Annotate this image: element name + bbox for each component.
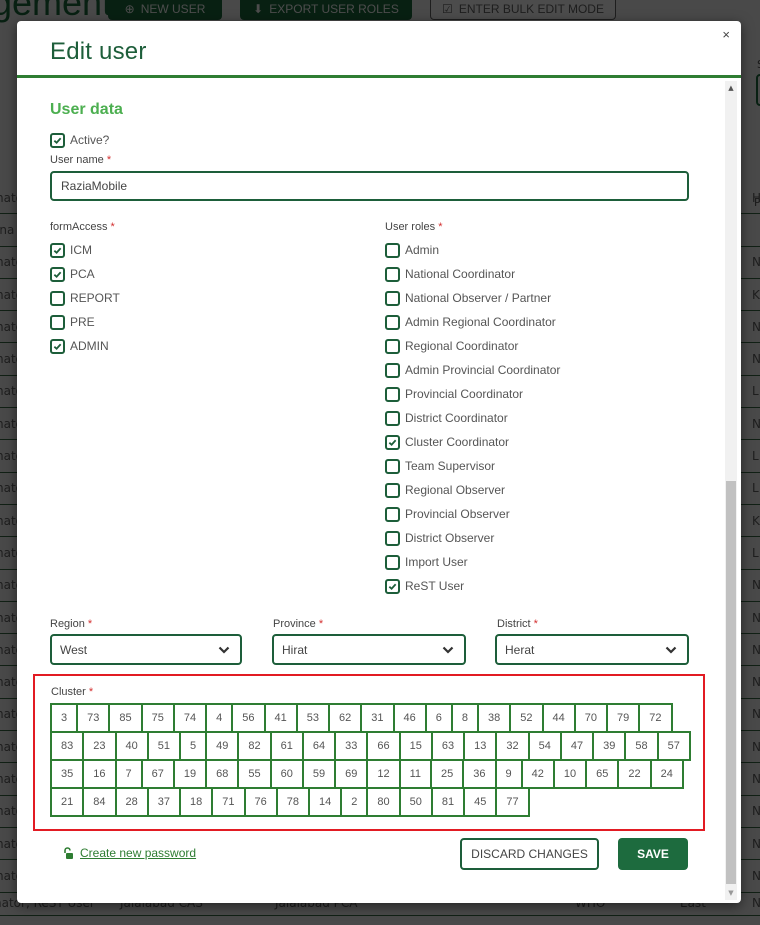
- cluster-chip[interactable]: 16: [82, 759, 116, 789]
- chevron-down-icon: [665, 645, 677, 655]
- scroll-down-arrow-icon[interactable]: ▼: [728, 889, 734, 897]
- cluster-chip[interactable]: 45: [463, 787, 497, 817]
- cluster-chip[interactable]: 6: [425, 703, 453, 733]
- username-label: User name *: [50, 154, 112, 166]
- checkbox-checked-icon[interactable]: [50, 133, 65, 148]
- checkbox-provincial-observer[interactable]: Provincial Observer: [385, 505, 510, 523]
- cluster-chip[interactable]: 57: [657, 731, 691, 761]
- cluster-chip[interactable]: 80: [366, 787, 400, 817]
- cluster-chip[interactable]: 32: [495, 731, 529, 761]
- cluster-chip[interactable]: 59: [302, 759, 336, 789]
- checkbox-pre[interactable]: PRE: [50, 313, 95, 331]
- checkbox-rest-user[interactable]: ReST User: [385, 577, 464, 595]
- cluster-chip[interactable]: 70: [574, 703, 608, 733]
- checkbox-checked-icon[interactable]: [50, 267, 65, 282]
- cluster-chip[interactable]: 76: [244, 787, 278, 817]
- cluster-chip[interactable]: 22: [617, 759, 651, 789]
- checkbox-admin[interactable]: ADMIN: [50, 337, 109, 355]
- modal-title: Edit user: [50, 38, 147, 65]
- checkbox-admin[interactable]: Admin: [385, 241, 439, 259]
- close-button[interactable]: ×: [722, 27, 730, 42]
- cluster-chip[interactable]: 25: [430, 759, 464, 789]
- checkbox-unchecked-icon[interactable]: [385, 243, 400, 258]
- checkbox-checked-icon[interactable]: [385, 579, 400, 594]
- checkbox-import-user[interactable]: Import User: [385, 553, 468, 571]
- checkbox-checked-icon[interactable]: [385, 435, 400, 450]
- checkbox-unchecked-icon[interactable]: [385, 387, 400, 402]
- cluster-label: Cluster *: [51, 686, 94, 698]
- cluster-chip[interactable]: 64: [302, 731, 336, 761]
- checkbox-unchecked-icon[interactable]: [385, 339, 400, 354]
- cluster-chip[interactable]: 51: [147, 731, 181, 761]
- user-roles-label: User roles *: [385, 221, 443, 233]
- checkbox-district-coordinator[interactable]: District Coordinator: [385, 409, 508, 427]
- cluster-chip[interactable]: 81: [431, 787, 465, 817]
- cluster-chip[interactable]: 78: [276, 787, 310, 817]
- cluster-chip[interactable]: 10: [553, 759, 587, 789]
- province-select[interactable]: Hirat: [272, 634, 466, 665]
- cluster-chip[interactable]: 8: [451, 703, 479, 733]
- checkbox-regional-observer[interactable]: Regional Observer: [385, 481, 505, 499]
- checkbox-admin-provincial-coordinator[interactable]: Admin Provincial Coordinator: [385, 361, 560, 379]
- cluster-chip[interactable]: 62: [328, 703, 362, 733]
- cluster-chip[interactable]: 23: [82, 731, 116, 761]
- edit-user-modal: [17, 21, 741, 903]
- cluster-chip[interactable]: 37: [147, 787, 181, 817]
- chevron-down-icon: [218, 645, 230, 655]
- modal-header: [17, 21, 741, 78]
- checkbox-unchecked-icon[interactable]: [385, 483, 400, 498]
- cluster-chip[interactable]: 53: [296, 703, 330, 733]
- cluster-chip[interactable]: 61: [270, 731, 304, 761]
- section-title-user-data: User data: [50, 101, 123, 118]
- province-label: Province *: [273, 618, 324, 630]
- cluster-chip[interactable]: 46: [393, 703, 427, 733]
- checkbox-checked-icon[interactable]: [50, 243, 65, 258]
- cluster-chip[interactable]: 47: [560, 731, 594, 761]
- checkbox-unchecked-icon[interactable]: [50, 291, 65, 306]
- checkbox-unchecked-icon[interactable]: [385, 507, 400, 522]
- checkbox-unchecked-icon[interactable]: [385, 411, 400, 426]
- cluster-chip[interactable]: 71: [211, 787, 245, 817]
- cluster-chip[interactable]: 24: [650, 759, 684, 789]
- cluster-chip[interactable]: 18: [179, 787, 213, 817]
- cluster-chip[interactable]: 79: [606, 703, 640, 733]
- cluster-chip[interactable]: 69: [334, 759, 368, 789]
- cluster-chip[interactable]: 19: [173, 759, 207, 789]
- cluster-chip[interactable]: 85: [108, 703, 142, 733]
- checkbox-regional-coordinator[interactable]: Regional Coordinator: [385, 337, 518, 355]
- cluster-chip[interactable]: 4: [205, 703, 233, 733]
- cluster-chip[interactable]: 77: [495, 787, 529, 817]
- cluster-chip[interactable]: 9: [495, 759, 523, 789]
- unlock-icon: [62, 847, 74, 860]
- discard-changes-button[interactable]: DISCARD CHANGES: [460, 838, 599, 870]
- cluster-chip[interactable]: 50: [399, 787, 433, 817]
- cluster-chip[interactable]: 38: [477, 703, 511, 733]
- cluster-chip[interactable]: 11: [399, 759, 432, 789]
- checkbox-pca[interactable]: PCA: [50, 265, 95, 283]
- scroll-thumb[interactable]: [726, 481, 736, 884]
- cluster-chip[interactable]: 68: [205, 759, 239, 789]
- checkbox-unchecked-icon[interactable]: [385, 531, 400, 546]
- cluster-chip[interactable]: 14: [308, 787, 342, 817]
- cluster-chip[interactable]: 75: [141, 703, 175, 733]
- checkbox-national-observer-partner[interactable]: National Observer / Partner: [385, 289, 551, 307]
- checkbox-unchecked-icon[interactable]: [385, 315, 400, 330]
- chevron-down-icon: [442, 645, 454, 655]
- checkbox-unchecked-icon[interactable]: [385, 459, 400, 474]
- checkbox-unchecked-icon[interactable]: [385, 291, 400, 306]
- cluster-chip[interactable]: 13: [463, 731, 497, 761]
- cluster-field-highlight: [33, 674, 705, 831]
- cluster-chip[interactable]: 52: [509, 703, 543, 733]
- cluster-chip[interactable]: 2: [340, 787, 368, 817]
- checkbox-provincial-coordinator[interactable]: Provincial Coordinator: [385, 385, 523, 403]
- save-button[interactable]: SAVE: [618, 838, 688, 870]
- checkbox-unchecked-icon[interactable]: [385, 555, 400, 570]
- checkbox-admin-regional-coordinator[interactable]: Admin Regional Coordinator: [385, 313, 556, 331]
- cluster-chip[interactable]: 15: [399, 731, 433, 761]
- cluster-chip[interactable]: 12: [366, 759, 400, 789]
- cluster-chip[interactable]: 31: [360, 703, 394, 733]
- cluster-chip-list: [50, 703, 690, 815]
- cluster-chip[interactable]: 66: [366, 731, 400, 761]
- scrollbar[interactable]: [725, 81, 737, 900]
- create-password-link[interactable]: Create new password: [62, 846, 196, 860]
- cluster-chip[interactable]: 65: [585, 759, 619, 789]
- cluster-chip[interactable]: 42: [521, 759, 555, 789]
- cluster-chip[interactable]: 28: [115, 787, 149, 817]
- cluster-chip[interactable]: 74: [173, 703, 207, 733]
- district-label: District *: [497, 618, 538, 630]
- cluster-chip[interactable]: 36: [462, 759, 496, 789]
- cluster-chip[interactable]: 40: [115, 731, 149, 761]
- checkbox-unchecked-icon[interactable]: [385, 267, 400, 282]
- checkbox-icm[interactable]: ICM: [50, 241, 92, 259]
- cluster-chip[interactable]: 3: [50, 703, 78, 733]
- checkbox-unchecked-icon[interactable]: [50, 315, 65, 330]
- cluster-chip[interactable]: 72: [638, 703, 672, 733]
- cluster-chip[interactable]: 41: [264, 703, 298, 733]
- district-select[interactable]: Herat: [495, 634, 689, 665]
- cluster-chip[interactable]: 63: [431, 731, 465, 761]
- region-label: Region *: [50, 618, 93, 630]
- checkbox-district-observer[interactable]: District Observer: [385, 529, 494, 547]
- cluster-chip[interactable]: 58: [624, 731, 658, 761]
- cluster-chip[interactable]: 60: [270, 759, 304, 789]
- checkbox-cluster-coordinator[interactable]: Cluster Coordinator: [385, 433, 509, 451]
- cluster-chip[interactable]: 55: [237, 759, 271, 789]
- cluster-chip[interactable]: 21: [50, 787, 84, 817]
- cluster-chip[interactable]: 44: [542, 703, 576, 733]
- cluster-chip[interactable]: 7: [115, 759, 143, 789]
- region-select[interactable]: West: [50, 634, 242, 665]
- cluster-chip[interactable]: 82: [237, 731, 271, 761]
- cluster-chip[interactable]: 73: [76, 703, 110, 733]
- active-checkbox[interactable]: Active?: [50, 131, 109, 149]
- checkbox-unchecked-icon[interactable]: [385, 363, 400, 378]
- cluster-chip[interactable]: 5: [179, 731, 207, 761]
- cluster-chip[interactable]: 33: [334, 731, 368, 761]
- cluster-chip[interactable]: 49: [205, 731, 239, 761]
- modal-body: [17, 81, 741, 903]
- checkbox-checked-icon[interactable]: [50, 339, 65, 354]
- checkbox-team-supervisor[interactable]: Team Supervisor: [385, 457, 495, 475]
- cluster-chip[interactable]: 84: [82, 787, 116, 817]
- form-access-label: formAccess *: [50, 221, 115, 233]
- scroll-up-arrow-icon[interactable]: ▲: [728, 84, 734, 92]
- checkbox-report[interactable]: REPORT: [50, 289, 120, 307]
- checkbox-national-coordinator[interactable]: National Coordinator: [385, 265, 515, 283]
- cluster-chip[interactable]: 35: [50, 759, 84, 789]
- cluster-chip[interactable]: 39: [592, 731, 626, 761]
- cluster-chip[interactable]: 56: [231, 703, 265, 733]
- cluster-chip[interactable]: 83: [50, 731, 84, 761]
- cluster-chip[interactable]: 54: [528, 731, 562, 761]
- username-input[interactable]: RaziaMobile: [50, 171, 689, 201]
- cluster-chip[interactable]: 67: [141, 759, 175, 789]
